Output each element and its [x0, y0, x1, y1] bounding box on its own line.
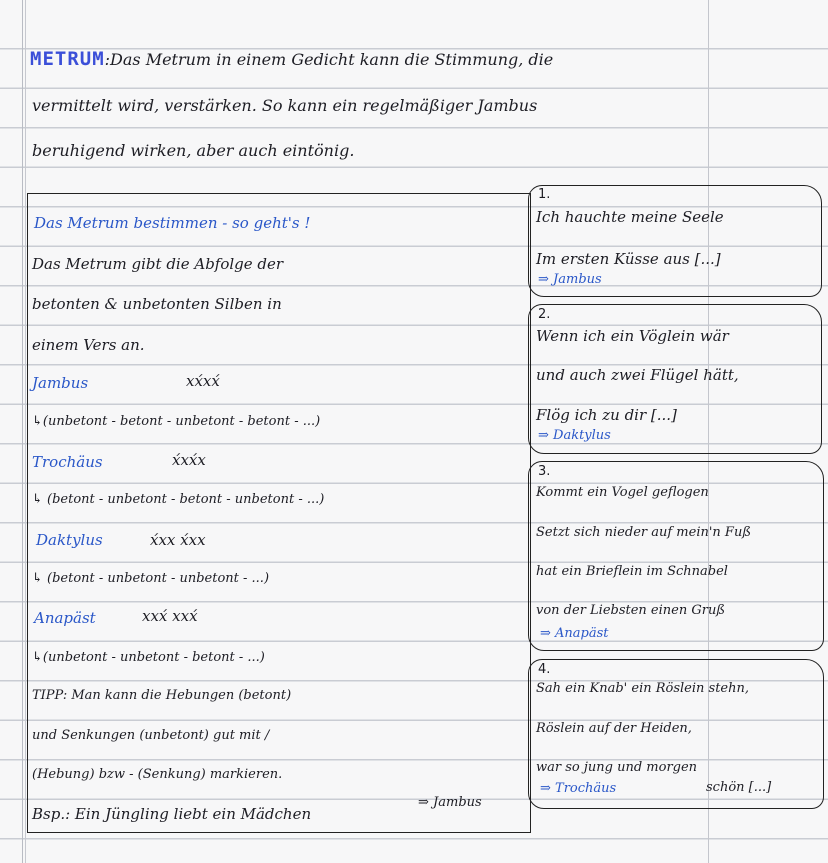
- meter-anapaest-desc: ↳(unbetont - unbetont - betont - ...): [32, 650, 265, 665]
- example-1-result: ⇒ Jambus: [538, 272, 602, 287]
- meter-anapaest-name: Anapäst: [34, 609, 96, 627]
- example-2-number: 2.: [538, 307, 551, 322]
- meter-trochaeus-name: Trochäus: [32, 453, 103, 471]
- example-2-line-3: Flög ich zu dir [...]: [536, 406, 677, 424]
- example-4-result: ⇒ Trochäus: [540, 781, 617, 796]
- meter-jambus-name: Jambus: [32, 374, 89, 392]
- meter-jambus-desc: ↳(unbetont - betont - unbetont - betont - ...): [32, 414, 321, 429]
- box-line-3: einem Vers an.: [32, 336, 145, 354]
- example-1-line-1: Ich hauchte meine Seele: [536, 208, 724, 226]
- example-result: ⇒ Jambus: [418, 795, 482, 810]
- metrum-heading: METRUM: [30, 48, 105, 70]
- intro-line-3: beruhigend wirken, aber auch eintönig.: [32, 141, 355, 160]
- intro-text-1: :Das Metrum in einem Gedicht kann die Stimmung, die: [104, 50, 554, 69]
- example-1-number: 1.: [538, 187, 551, 202]
- example-4-line-3: war so jung und morgen: [536, 760, 698, 775]
- example-4-number: 4.: [538, 662, 551, 677]
- example-sentence: Bsp.: Ein Jüngling liebt ein Mädchen: [32, 805, 312, 823]
- box-line-1: Das Metrum gibt die Abfolge der: [32, 255, 284, 273]
- example-3-line-4: von der Liebsten einen Gruß: [536, 603, 726, 618]
- meter-daktylus-name: Daktylus: [36, 531, 103, 549]
- meter-trochaeus-desc: ↳ (betont - unbetont - betont - unbetont - ...): [32, 492, 325, 507]
- intro-line-1: [30, 48, 553, 70]
- margin-line: [22, 0, 23, 863]
- example-2-result: ⇒ Daktylus: [538, 428, 611, 443]
- example-3-number: 3.: [538, 464, 551, 479]
- tip-line-1: TIPP: Man kann die Hebungen (betont): [32, 688, 292, 703]
- meter-jambus-pattern: xx́xx́: [186, 372, 220, 390]
- box-title: Das Metrum bestimmen - so geht's !: [34, 214, 311, 232]
- example-1-line-2: Im ersten Küsse aus [...]: [536, 250, 721, 268]
- example-3-line-3: hat ein Brieflein im Schnabel: [536, 564, 728, 579]
- example-4-line-4: schön [...]: [706, 780, 772, 795]
- example-2-line-1: Wenn ich ein Vöglein wär: [536, 327, 729, 345]
- meter-daktylus-pattern: x́xx x́xx: [150, 531, 206, 549]
- example-3-line-2: Setzt sich nieder auf mein'n Fuß: [536, 525, 752, 540]
- example-4-line-1: Sah ein Knab' ein Röslein stehn,: [536, 681, 750, 696]
- example-3-result: ⇒ Anapäst: [540, 626, 609, 641]
- example-4-line-2: Röslein auf der Heiden,: [536, 721, 692, 736]
- example-2-line-2: und auch zwei Flügel hätt,: [536, 366, 739, 384]
- meter-daktylus-desc: ↳ (betont - unbetont - unbetont - ...): [32, 571, 270, 586]
- intro-line-2: vermittelt wird, verstärken. So kann ein regelmäßiger Jambus: [32, 96, 538, 115]
- tip-line-2: und Senkungen (unbetont) gut mit /: [32, 728, 270, 743]
- box-line-2: betonten & unbetonten Silben in: [32, 295, 282, 313]
- meter-trochaeus-pattern: x́xx́x: [172, 451, 206, 469]
- meter-anapaest-pattern: xxx́ xxx́: [142, 607, 198, 625]
- tip-line-3: (Hebung) bzw - (Senkung) markieren.: [32, 767, 283, 782]
- margin-line-inner: [25, 0, 26, 863]
- example-3-line-1: Kommt ein Vogel geflogen: [536, 485, 709, 500]
